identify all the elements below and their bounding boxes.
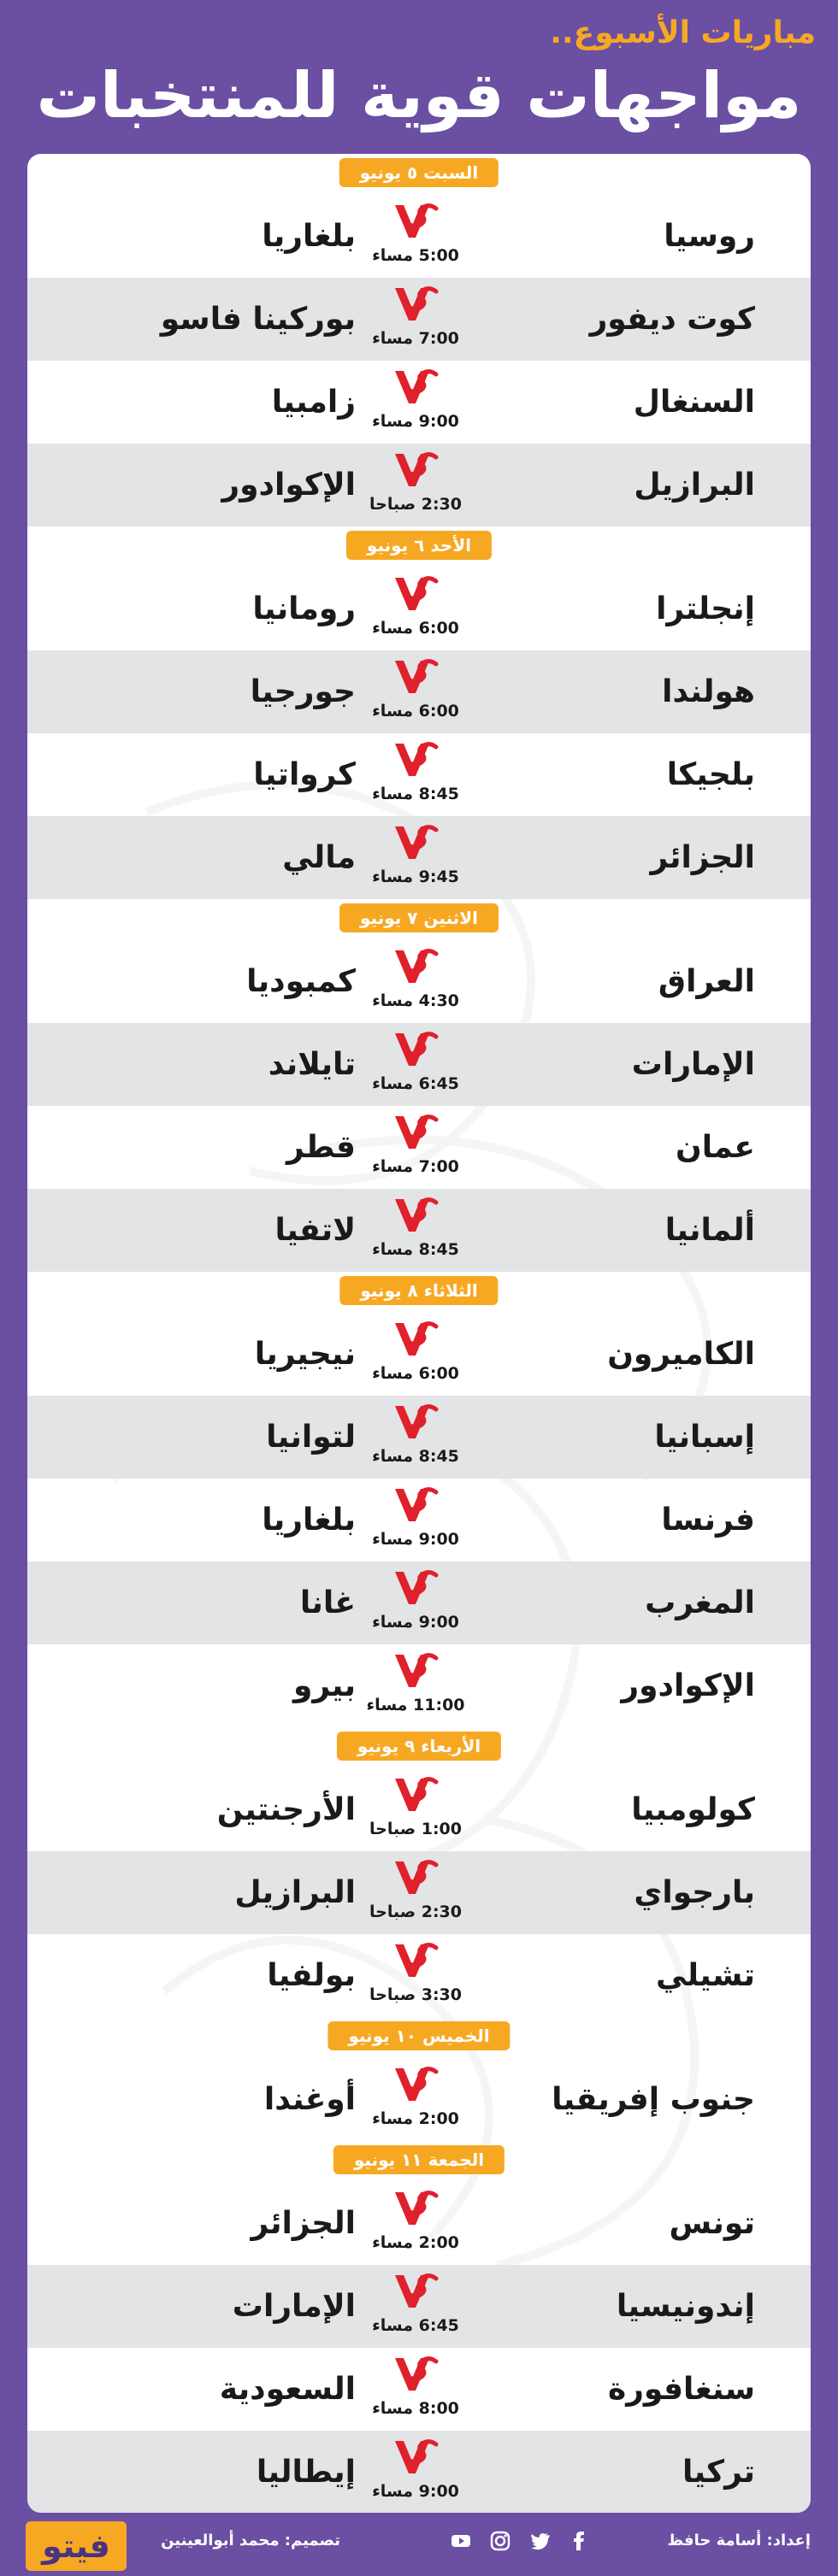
away-team: جورجيا (250, 674, 356, 709)
home-team: تشيلي (656, 1958, 755, 1993)
twitter-icon[interactable] (528, 2530, 551, 2552)
home-team: إندونيسيا (616, 2289, 755, 2324)
vs-icon (392, 2436, 440, 2479)
match-time: 6:45 مساء (372, 1074, 459, 1093)
away-team: بولفيا (267, 1958, 356, 1993)
match-row (27, 568, 811, 650)
page-title: مواجهات قوية للمنتخبات (36, 59, 802, 132)
editor-credit: إعداد: أسامة حافظ (667, 2532, 811, 2550)
vs-icon (392, 573, 440, 615)
vs-block (356, 2063, 475, 2137)
match-row (27, 195, 811, 278)
day-header (27, 154, 811, 195)
away-team: البرازيل (234, 1875, 356, 1910)
vs-icon (392, 1567, 440, 1609)
match-time: 9:00 مساء (372, 1530, 459, 1549)
match-time: 7:00 مساء (372, 1157, 459, 1176)
away-team: إيطاليا (256, 2455, 356, 2490)
away-team: بلغاريا (262, 1503, 356, 1538)
match-row (27, 816, 811, 899)
away-team: تايلاند (268, 1047, 356, 1082)
vs-icon (392, 2270, 440, 2313)
day-header (27, 2141, 811, 2182)
vs-block (356, 1318, 475, 1391)
day-label: السبت ٥ يونيو (339, 158, 499, 187)
home-team: إسبانيا (654, 1420, 755, 1455)
match-time: 4:30 مساء (372, 991, 459, 1010)
match-row (27, 1313, 811, 1396)
match-time: 2:30 صباحا (369, 1903, 462, 1921)
match-time: 2:00 مساء (372, 2109, 459, 2128)
day-label: الخميس ١٠ يونيو (328, 2021, 510, 2050)
match-time: 3:30 صباحا (369, 1985, 462, 2004)
vs-icon (392, 1484, 440, 1526)
match-row (27, 2182, 811, 2265)
match-time: 11:00 مساء (366, 1696, 465, 1714)
home-team: العراق (658, 964, 755, 999)
away-team: كمبوديا (246, 964, 356, 999)
vs-block (356, 1111, 475, 1185)
social-links (450, 2530, 590, 2552)
home-team: المغرب (645, 1585, 755, 1620)
away-team: غانا (299, 1585, 356, 1620)
vs-block (356, 2270, 475, 2344)
vs-block (356, 449, 475, 522)
vs-block (356, 1028, 475, 1102)
away-team: قطر (286, 1130, 356, 1165)
match-time: 2:00 مساء (372, 2233, 459, 2252)
away-team: زامبيا (271, 385, 356, 420)
vs-block (356, 2436, 475, 2509)
away-team: الأرجنتين (216, 1792, 356, 1827)
day-header (27, 526, 811, 568)
home-team: بارجواي (634, 1875, 755, 1910)
match-row (27, 1561, 811, 1644)
match-row (27, 2431, 811, 2513)
match-row (27, 1189, 811, 1272)
match-time: 8:45 مساء (372, 1447, 459, 1466)
away-team: كرواتيا (253, 757, 356, 792)
match-row (27, 1644, 811, 1727)
vs-block (356, 1567, 475, 1640)
header (0, 0, 838, 154)
match-row (27, 650, 811, 733)
vs-icon (392, 200, 440, 243)
match-row (27, 940, 811, 1023)
vs-icon (392, 2187, 440, 2230)
home-team: سنغافورة (607, 2372, 755, 2407)
vs-icon (392, 2063, 440, 2106)
away-team: رومانيا (252, 591, 356, 626)
away-team: الإكوادور (221, 468, 356, 503)
away-team: بيرو (293, 1668, 356, 1703)
home-team: فرنسا (661, 1503, 755, 1538)
day-label: الأحد ٦ يونيو (346, 531, 492, 560)
vs-icon (392, 656, 440, 698)
home-team: بلجيكا (666, 757, 755, 792)
vs-block (356, 1939, 475, 2013)
away-team: بلغاريا (262, 219, 356, 254)
designer-credit: تصميم: محمد أبوالعينين (161, 2532, 340, 2550)
day-header (27, 899, 811, 940)
home-team: ألمانيا (664, 1213, 755, 1248)
vito-logo: فيتو (26, 2521, 127, 2571)
home-team: السنغال (633, 385, 755, 420)
vs-icon (392, 1318, 440, 1361)
vs-icon (392, 2353, 440, 2396)
match-row (27, 1934, 811, 2017)
away-team: السعودية (219, 2372, 356, 2407)
vs-icon (392, 1939, 440, 1982)
away-team: الإمارات (232, 2289, 356, 2324)
day-header (27, 1272, 811, 1313)
vs-block (356, 1773, 475, 1847)
vs-block (356, 821, 475, 895)
day-label: الأربعاء ٩ يونيو (337, 1732, 501, 1761)
match-time: 6:45 مساء (372, 2316, 459, 2335)
vs-icon (392, 945, 440, 988)
day-label: الجمعة ١١ يونيو (333, 2145, 505, 2174)
match-time: 9:00 مساء (372, 412, 459, 431)
vs-block (356, 1856, 475, 1930)
vs-block (356, 283, 475, 356)
vs-block (356, 200, 475, 273)
match-time: 7:00 مساء (372, 329, 459, 348)
match-time: 5:00 مساء (372, 246, 459, 265)
home-team: تونس (669, 2206, 755, 2241)
match-row (27, 1851, 811, 1934)
vs-block (356, 2187, 475, 2261)
match-time: 2:30 صباحا (369, 495, 462, 514)
footer (0, 2513, 838, 2576)
day-label: الاثنين ٧ يونيو (339, 903, 499, 932)
vs-icon (392, 1194, 440, 1237)
fixtures-card (27, 154, 811, 2513)
vs-icon (392, 1401, 440, 1444)
vs-block (356, 1194, 475, 1267)
match-time: 6:00 مساء (372, 702, 459, 720)
vs-block (356, 738, 475, 812)
match-row (27, 1768, 811, 1851)
vs-block (356, 656, 475, 729)
home-team: الكاميرون (607, 1337, 755, 1372)
away-team: نيجيريا (254, 1337, 356, 1372)
vs-block (356, 366, 475, 439)
vs-block (356, 1650, 475, 1723)
home-team: الإمارات (631, 1047, 755, 1082)
match-row (27, 2348, 811, 2431)
header-kicker: مباريات الأسبوع.. (550, 15, 816, 50)
day-label: الثلاثاء ٨ يونيو (339, 1276, 498, 1305)
day-header (27, 1727, 811, 1768)
vs-icon (392, 1028, 440, 1071)
away-team: مالي (282, 840, 356, 875)
match-row (27, 1023, 811, 1106)
vs-block (356, 1484, 475, 1557)
match-row (27, 278, 811, 361)
vs-icon (392, 366, 440, 409)
vs-icon (392, 821, 440, 864)
vs-icon (392, 1650, 440, 1692)
away-team: الجزائر (251, 2206, 356, 2241)
home-team: هولندا (662, 674, 755, 709)
match-time: 8:00 مساء (372, 2399, 459, 2418)
match-row (27, 733, 811, 816)
match-time: 9:00 مساء (372, 2482, 459, 2501)
away-team: أوغندا (263, 2082, 356, 2117)
match-row (27, 444, 811, 526)
away-team: لاتفيا (274, 1213, 356, 1248)
match-row (27, 2265, 811, 2348)
match-row (27, 1106, 811, 1189)
match-time: 9:00 مساء (372, 1613, 459, 1632)
home-team: الجزائر (650, 840, 755, 875)
match-time: 9:45 مساء (372, 867, 459, 886)
match-row (27, 1396, 811, 1479)
day-header (27, 2017, 811, 2058)
vs-icon (392, 1856, 440, 1899)
match-row (27, 1479, 811, 1561)
home-team: إنجلترا (656, 591, 755, 626)
vs-icon (392, 1111, 440, 1154)
vs-block (356, 573, 475, 646)
vs-block (356, 2353, 475, 2426)
facebook-icon[interactable] (568, 2530, 590, 2552)
home-team: كولومبيا (631, 1792, 755, 1827)
home-team: عمان (676, 1130, 755, 1165)
away-team: بوركينا فاسو (160, 302, 356, 337)
match-row (27, 2058, 811, 2141)
match-time: 1:00 صباحا (369, 1820, 462, 1838)
match-time: 8:45 مساء (372, 785, 459, 803)
away-team: لتوانيا (266, 1420, 356, 1455)
home-team: كوت ديفور (589, 302, 755, 337)
home-team: روسيا (664, 219, 755, 254)
home-team: البرازيل (634, 468, 755, 503)
vs-block (356, 1401, 475, 1474)
home-team: الإكوادور (621, 1668, 755, 1703)
vs-icon (392, 449, 440, 491)
match-time: 6:00 مساء (372, 1364, 459, 1383)
match-time: 6:00 مساء (372, 619, 459, 638)
home-team: تركيا (682, 2455, 755, 2490)
home-team: جنوب إفريقيا (552, 2082, 755, 2117)
vs-block (356, 945, 475, 1019)
youtube-icon[interactable] (450, 2530, 472, 2552)
match-row (27, 361, 811, 444)
vs-icon (392, 283, 440, 326)
fixtures-list (27, 154, 811, 2513)
vs-icon (392, 1773, 440, 1816)
vs-icon (392, 738, 440, 781)
instagram-icon[interactable] (489, 2530, 511, 2552)
match-time: 8:45 مساء (372, 1240, 459, 1259)
